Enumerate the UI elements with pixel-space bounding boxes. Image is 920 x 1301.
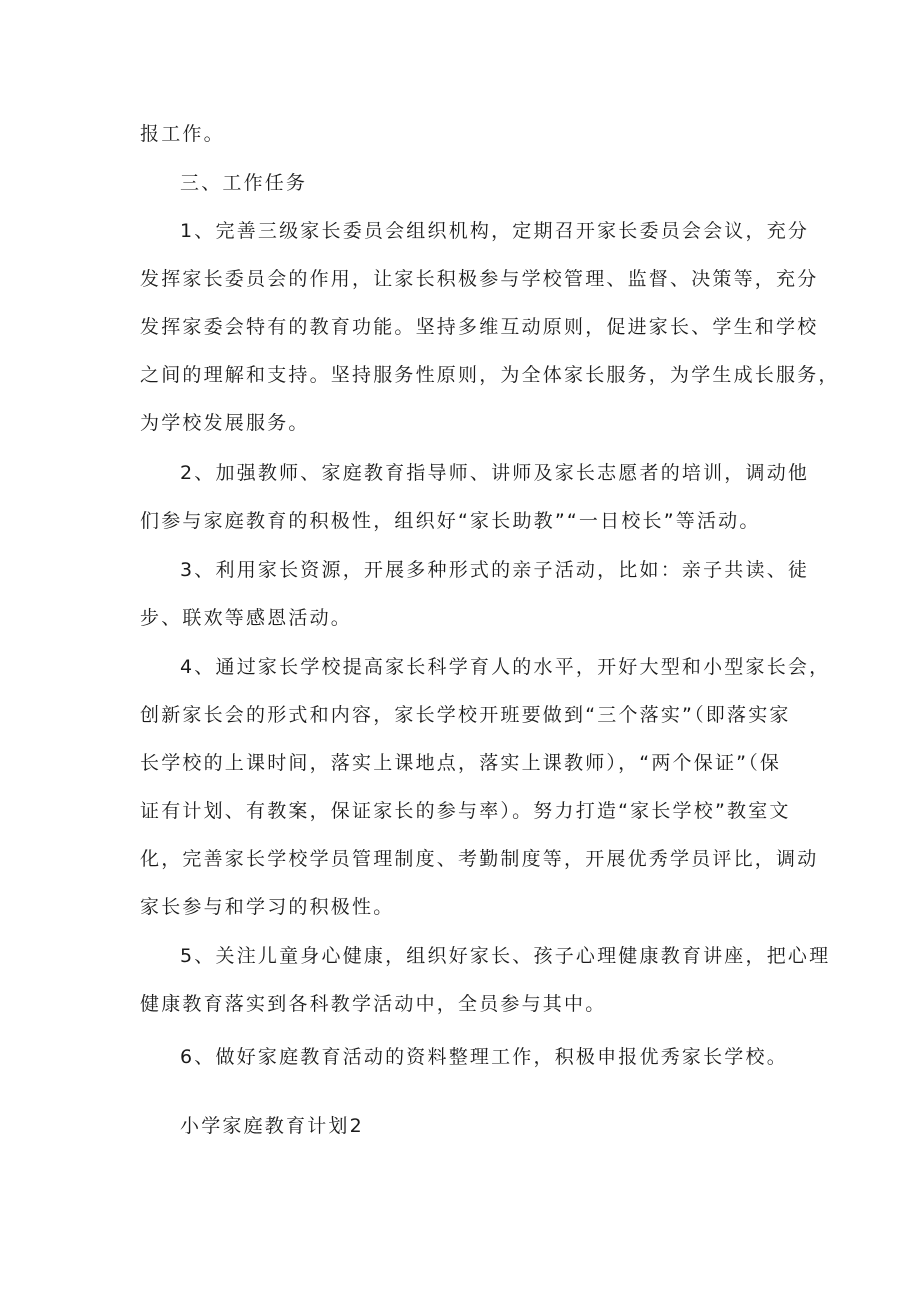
continuation-text: 报工作。 (140, 123, 225, 145)
item-1-line-2: 发挥家长委员会的作用，让家长积极参与学校管理、监督、决策等，充分 (140, 268, 819, 290)
item-4-line-3: 长学校的上课时间，落实上课地点，落实上课教师），“两个保证”（保 (140, 752, 782, 774)
item-1-line-4: 之间的理解和支持。坚持服务性原则，为全体家长服务，为学生成长服务， (140, 364, 840, 386)
item-5-line-1: 5、关注儿童身心健康，组织好家长、孩子心理健康教育讲座，把心理 (180, 945, 831, 967)
item-5-line-2: 健康教育落实到各科教学活动中，全员参与其中。 (140, 993, 607, 1015)
item-4-line-1: 4、通过家长学校提高家长科学育人的水平，开好大型和小型家长会， (180, 656, 831, 678)
item-3-line-2: 步、联欢等感恩活动。 (140, 607, 353, 629)
item-4-line-4: 证有计划、有教案，保证家长的参与率）。努力打造“家长学校”教室文 (140, 800, 791, 822)
item-2-line-2: 们参与家庭教育的积极性，组织好“家长助教”“一日校长”等活动。 (140, 510, 761, 532)
item-1-line-3: 发挥家委会特有的教育功能。坚持多维互动原则，促进家长、学生和学校 (140, 316, 819, 338)
item-4-line-2: 创新家长会的形式和内容，家长学校开班要做到“三个落实”（即落实家 (140, 704, 791, 726)
item-1-line-1: 1、完善三级家长委员会组织机构，定期召开家长委员会会议，充分 (180, 220, 810, 242)
item-4-line-6: 家长参与和学习的积极性。 (140, 896, 395, 918)
item-1-line-5: 为学校发展服务。 (140, 412, 310, 434)
item-3-line-1: 3、利用家长资源，开展多种形式的亲子活动，比如：亲子共读、徒 (180, 559, 810, 581)
next-document-title: 小学家庭教育计划2 (180, 1115, 364, 1137)
section-heading: 三、工作任务 (180, 172, 308, 194)
item-4-line-5: 化，完善家长学校学员管理制度、考勤制度等，开展优秀学员评比，调动 (140, 848, 819, 870)
item-6-line-1: 6、做好家庭教育活动的资料整理工作，积极申报优秀家长学校。 (180, 1046, 788, 1068)
item-2-line-1: 2、加强教师、家庭教育指导师、讲师及家长志愿者的培训，调动他 (180, 462, 810, 484)
